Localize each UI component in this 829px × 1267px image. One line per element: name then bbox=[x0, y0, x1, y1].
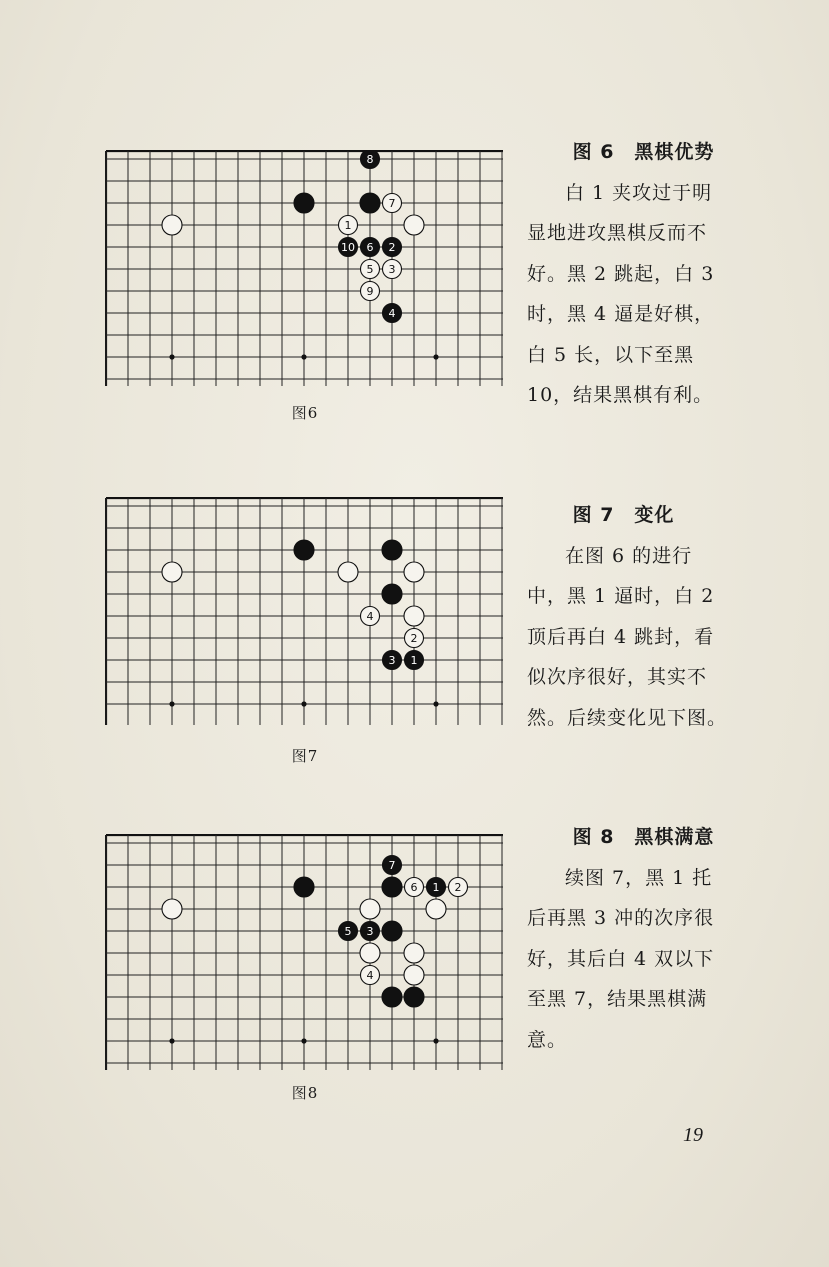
black-stone bbox=[294, 540, 314, 560]
black-stone bbox=[339, 922, 358, 941]
stone-number: 4 bbox=[366, 610, 374, 623]
white-stone bbox=[405, 629, 424, 648]
white-stone bbox=[162, 215, 182, 235]
stone-number: 5 bbox=[344, 925, 352, 938]
stone-number: 1 bbox=[432, 881, 440, 894]
star-point bbox=[169, 701, 174, 706]
black-stone bbox=[404, 987, 424, 1007]
stone-number: 4 bbox=[388, 307, 396, 320]
white-stone bbox=[404, 965, 424, 985]
black-stone bbox=[383, 856, 402, 875]
go-board-fig8 bbox=[105, 834, 503, 1070]
section-body-fig8: 续图 7，黑 1 托后再黑 3 冲的次序很好，其后白 4 双以下至黑 7，结果黑棋满意。 bbox=[527, 866, 715, 1051]
go-diagram-fig8 bbox=[105, 834, 503, 1070]
white-stone bbox=[405, 878, 424, 897]
star-point bbox=[433, 354, 438, 359]
black-stone bbox=[360, 193, 380, 213]
white-stone bbox=[361, 282, 380, 301]
white-stone bbox=[361, 966, 380, 985]
white-stone bbox=[404, 943, 424, 963]
black-stone bbox=[383, 238, 402, 257]
white-stone bbox=[383, 260, 402, 279]
stone-number: 3 bbox=[366, 925, 374, 938]
stone-number: 3 bbox=[388, 654, 396, 667]
white-stone bbox=[404, 606, 424, 626]
white-stone bbox=[339, 216, 358, 235]
caption-fig8: 图8 bbox=[291, 1084, 319, 1102]
text-block-fig7 bbox=[527, 495, 727, 738]
stone-number: 2 bbox=[410, 632, 418, 645]
black-stone bbox=[361, 150, 380, 169]
stone-number: 10 bbox=[341, 241, 355, 254]
black-stone bbox=[382, 584, 402, 604]
stone-number: 2 bbox=[388, 241, 396, 254]
go-diagram-fig7 bbox=[105, 497, 503, 725]
go-board-fig6 bbox=[105, 150, 503, 386]
stone-number: 1 bbox=[410, 654, 418, 667]
black-stone bbox=[382, 540, 402, 560]
text-block-fig8 bbox=[527, 817, 727, 1060]
white-stone bbox=[361, 607, 380, 626]
caption-fig7: 图7 bbox=[291, 747, 319, 765]
section-body-fig6: 白 1 夹攻过于明显地进攻黑棋反而不好。黑 2 跳起，白 3 时，黑 4 逼是好棋，白 5 长，以下至黑 10，结果黑棋有利。 bbox=[527, 181, 715, 406]
star-point bbox=[169, 354, 174, 359]
black-stone bbox=[405, 651, 424, 670]
stone-number: 7 bbox=[388, 197, 396, 210]
black-stone bbox=[383, 304, 402, 323]
section-body-fig7: 在图 6 的进行中，黑 1 逼时，白 2 顶后再白 4 跳封，看似次序很好，其实不然。后续变化见下图。 bbox=[527, 544, 728, 729]
black-stone bbox=[294, 877, 314, 897]
white-stone bbox=[360, 943, 380, 963]
white-stone bbox=[162, 562, 182, 582]
star-point bbox=[301, 701, 306, 706]
white-stone bbox=[383, 194, 402, 213]
black-stone bbox=[361, 922, 380, 941]
star-point bbox=[301, 354, 306, 359]
stone-number: 2 bbox=[454, 881, 462, 894]
stone-number: 6 bbox=[366, 241, 374, 254]
black-stone bbox=[427, 878, 446, 897]
black-stone bbox=[382, 877, 402, 897]
caption-fig6: 图6 bbox=[291, 404, 319, 422]
star-point bbox=[169, 1038, 174, 1043]
black-stone bbox=[382, 987, 402, 1007]
white-stone bbox=[404, 215, 424, 235]
white-stone bbox=[426, 899, 446, 919]
stone-number: 6 bbox=[410, 881, 418, 894]
section-title-fig6: 图 6 黑棋优势 bbox=[572, 141, 715, 163]
star-point bbox=[301, 1038, 306, 1043]
stone-number: 4 bbox=[366, 969, 374, 982]
star-point bbox=[433, 701, 438, 706]
stone-number: 9 bbox=[366, 285, 374, 298]
white-stone bbox=[449, 878, 468, 897]
go-diagram-fig6 bbox=[105, 150, 503, 386]
black-stone bbox=[383, 651, 402, 670]
white-stone bbox=[162, 899, 182, 919]
section-title-fig8: 图 8 黑棋满意 bbox=[572, 826, 715, 848]
go-board-fig7 bbox=[105, 497, 503, 725]
stone-number: 1 bbox=[344, 219, 352, 232]
white-stone bbox=[404, 562, 424, 582]
white-stone bbox=[361, 260, 380, 279]
black-stone bbox=[339, 238, 358, 257]
black-stone bbox=[382, 921, 402, 941]
star-point bbox=[433, 1038, 438, 1043]
white-stone bbox=[360, 899, 380, 919]
section-title-fig7: 图 7 变化 bbox=[572, 504, 675, 526]
stone-number: 5 bbox=[366, 263, 374, 276]
white-stone bbox=[338, 562, 358, 582]
text-block-fig6 bbox=[527, 132, 727, 416]
stone-number: 8 bbox=[366, 153, 374, 166]
stone-number: 3 bbox=[388, 263, 396, 276]
black-stone bbox=[294, 193, 314, 213]
stone-number: 7 bbox=[388, 859, 396, 872]
black-stone bbox=[361, 238, 380, 257]
page-number: 19 bbox=[683, 1124, 703, 1146]
